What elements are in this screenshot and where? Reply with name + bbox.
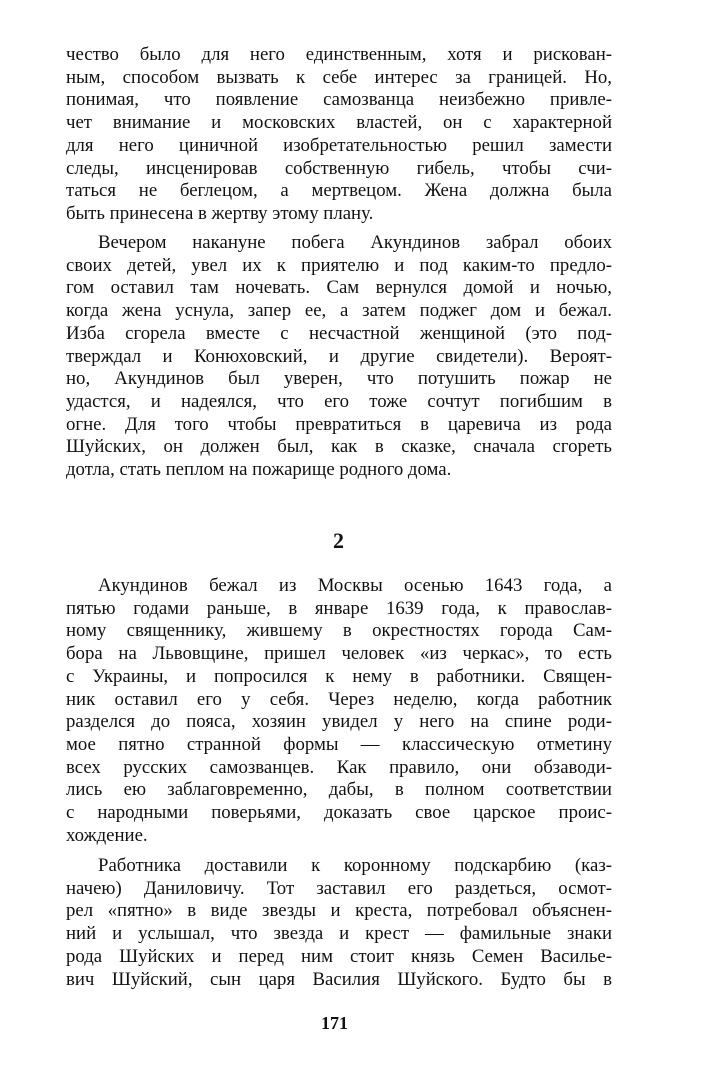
text-line: дотла, стать пеплом на пожарище родного дома. <box>66 459 452 481</box>
text-line: ний и услышал, что звезда и крест — фамильные знаки <box>66 923 612 945</box>
text-line: гом оставил там ночевать. Сам вернулся домой и ночью, <box>66 277 612 299</box>
text-line: всех русских самозванцев. Как правило, они обзаводи- <box>66 756 612 778</box>
text-line: Вечером накануне побега Акундинов забрал обоих <box>98 232 612 253</box>
text-line: ник оставил его у себя. Через неделю, когда работник <box>66 688 612 710</box>
page-number-text: 171 <box>321 1013 348 1033</box>
text-line: когда жена уснула, запер ее, а затем поджег дом и бежал. <box>66 300 612 322</box>
text-line: быть принесена в жертву этому плану. <box>66 202 374 224</box>
text-line: лись ею заблаговременно, дабы, в полном соответствии <box>66 779 612 801</box>
text-line: начею) Даниловичу. Тот заставил его раздеться, осмот- <box>66 877 612 899</box>
paragraph-4 <box>66 855 612 991</box>
text-line: чество было для него единственным, хотя и рискован- <box>66 44 612 65</box>
section-number-text: 2 <box>333 528 344 553</box>
text-line: рел «пятно» в виде звезды и креста, потребовал объяснен- <box>66 900 612 922</box>
text-line: рода Шуйских и перед ним стоит князь Семен Василье- <box>66 945 612 967</box>
text-line: Изба сгорела вместе с несчастной женщиной (это под- <box>66 322 612 344</box>
text-line: Работника доставили к коронному подскарбию (каз- <box>98 855 612 876</box>
text-line: своих детей, увел их к приятелю и под каким-то предло- <box>66 254 612 276</box>
text-line: Шуйских, он должен был, как в сказке, сначала сгореть <box>66 436 612 458</box>
text-line: разделся до пояса, хозяин увидел у него на спине роди- <box>66 711 612 733</box>
section-number <box>0 528 709 554</box>
text-line: вич Шуйский, сын царя Василия Шуйского. Будто бы в <box>66 968 612 990</box>
text-line: огне. Для того чтобы превратиться в царевича из рода <box>66 413 612 435</box>
text-line: для него циничной изобретательностью решил замести <box>66 134 612 156</box>
text-line: удастся, и надеялся, что его тоже сочтут погибшим в <box>66 390 612 412</box>
text-line: но, Акундинов был уверен, что потушить пожар не <box>66 368 612 390</box>
paragraph-2 <box>66 232 612 482</box>
text-line: таться не беглецом, а мертвецом. Жена должна была <box>66 180 612 202</box>
text-line: бора на Львовщине, пришел человек «из черкас», то есть <box>66 643 612 665</box>
page-number <box>0 1013 709 1034</box>
text-line: следы, инсценировав собственную гибель, чтобы счи- <box>66 157 612 179</box>
text-line: чет внимание и московских властей, он с характерной <box>66 112 612 134</box>
paragraph-1 <box>66 44 612 226</box>
text-line: Акундинов бежал из Москвы осенью 1643 года, а <box>98 575 612 596</box>
text-line: мое пятно странной формы — классическую отметину <box>66 733 612 755</box>
text-line: ным, способом вызвать к себе интерес за границей. Но, <box>66 66 612 88</box>
text-line: понимая, что появление самозванца неизбежно привле- <box>66 89 612 111</box>
text-line: хождение. <box>66 824 148 846</box>
text-line: с народными поверьями, доказать свое царское проис- <box>66 802 612 824</box>
text-line: с Украины, и попросился к нему в работники. Священ- <box>66 665 612 687</box>
text-line: пятью годами раньше, в январе 1639 года, к православ- <box>66 597 612 619</box>
text-line: тверждал и Конюховский, и другие свидетели). Вероят- <box>66 345 612 367</box>
text-line: ному священнику, жившему в окрестностях города Сам- <box>66 620 612 642</box>
paragraph-3 <box>66 575 612 847</box>
